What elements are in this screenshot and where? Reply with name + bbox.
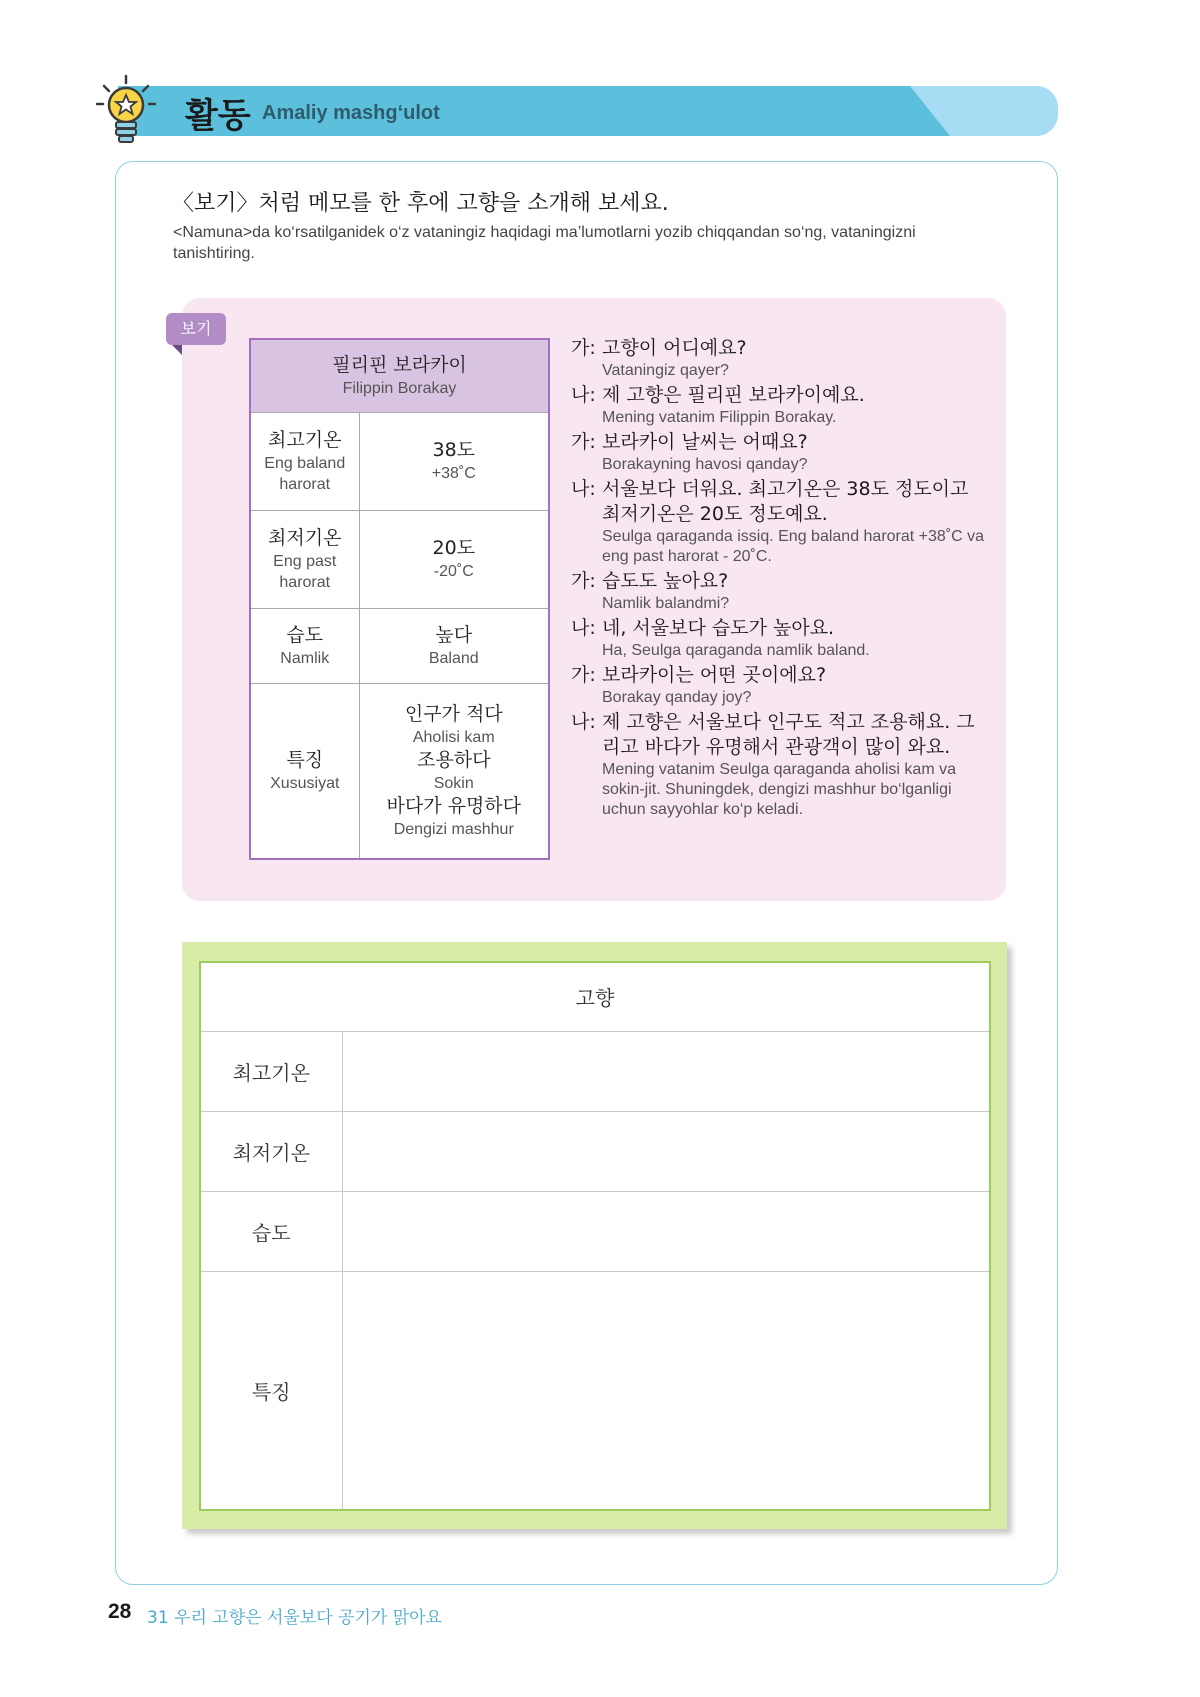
- label-ko: 최고기온: [268, 428, 342, 451]
- memo-table: [199, 961, 991, 1511]
- row-label: [250, 608, 359, 683]
- label-uz: Eng baland harorat: [264, 454, 346, 493]
- label-ko: 최저기온: [268, 526, 342, 549]
- dialogue-line: [571, 430, 991, 475]
- line-uz: Borakay qanday joy?: [602, 689, 752, 706]
- row-value: [359, 608, 549, 683]
- label-uz: Eng past harorat: [273, 552, 337, 591]
- example-row-feature: [250, 683, 549, 859]
- example-row-high-temp: [250, 412, 549, 510]
- speaker: 가:: [571, 337, 596, 359]
- line-uz: Seulga qaraganda issiq. Eng baland harorat +38˚C va eng past harorat - 20˚C.: [602, 528, 985, 565]
- speaker: 나:: [571, 711, 596, 733]
- feature-uz: Dengizi mashhur: [393, 820, 514, 838]
- memo-field-low-temp[interactable]: [342, 1111, 990, 1191]
- chapter-title: 31 우리 고향은 서울보다 공기가 맑아요: [147, 1608, 442, 1628]
- instruction-korean: 〈보기〉처럼 메모를 한 후에 고향을 소개해 보세요.: [172, 191, 669, 216]
- line-uz: Ha, Seulga qaraganda namlik baland.: [602, 642, 870, 659]
- dialogue-line: [571, 477, 991, 567]
- lightbulb-star-icon: [96, 74, 156, 146]
- dialogue-line: [571, 710, 991, 820]
- feature-ko: 바다가 유명하다: [386, 794, 522, 817]
- example-row-low-temp: [250, 510, 549, 608]
- value-uz: +38˚C: [431, 465, 476, 482]
- line-uz: Mening vatanim Filippin Borakay.: [602, 409, 837, 426]
- label-ko: 특징: [286, 748, 324, 771]
- value-ko: 38도: [432, 439, 476, 461]
- dialogue-line: [571, 383, 991, 428]
- tag-fold: [172, 345, 182, 355]
- activity-subtitle: Amaliy mashg‘ulot: [262, 102, 440, 124]
- example-table: [249, 338, 550, 860]
- memo-field-high-temp[interactable]: [342, 1031, 990, 1111]
- header-banner: [118, 86, 1058, 136]
- feature-ko: 인구가 적다: [404, 702, 503, 725]
- line-uz: Namlik balandmi?: [602, 595, 730, 612]
- speaker: 가:: [571, 570, 596, 592]
- line-ko: 습도도 높아요?: [602, 570, 729, 592]
- feature-ko: 조용하다: [417, 748, 491, 771]
- speaker: 가:: [571, 664, 596, 686]
- row-label: [250, 683, 359, 859]
- activity-title: 활동: [185, 96, 251, 136]
- dialogue-line: [571, 336, 991, 381]
- value-ko: 높다: [435, 623, 473, 646]
- memo-title: 고향: [200, 962, 990, 1031]
- line-ko: 보라카이 날씨는 어때요?: [602, 431, 808, 453]
- memo-label-high-temp: 최고기온: [200, 1031, 342, 1111]
- row-value: [359, 683, 549, 859]
- example-place-uz: Filippin Borakay: [342, 379, 457, 397]
- memo-field-feature[interactable]: [342, 1271, 990, 1510]
- memo-label-humidity: 습도: [200, 1191, 342, 1271]
- value-ko: 20도: [432, 537, 476, 559]
- speaker: 가:: [571, 431, 596, 453]
- dialogue-line: [571, 663, 991, 708]
- speaker: 나:: [571, 617, 596, 639]
- memo-label-low-temp: 최저기온: [200, 1111, 342, 1191]
- example-dialogue: [571, 336, 991, 822]
- feature-uz: Aholisi kam: [412, 728, 495, 746]
- page-number: 28: [108, 1600, 132, 1623]
- line-ko: 네, 서울보다 습도가 높아요.: [602, 617, 835, 639]
- example-tag: 보기: [166, 313, 226, 345]
- speaker: 나:: [571, 384, 596, 406]
- memo-field-humidity[interactable]: [342, 1191, 990, 1271]
- feature-uz: Sokin: [433, 774, 474, 792]
- label-uz: Namlik: [280, 649, 330, 667]
- memo-label-feature: 특징: [200, 1271, 342, 1510]
- line-uz: Mening vatanim Seulga qaraganda aholisi kam va sokin-jit. Shuningdek, dengizi mashhur bo‘lganligi uchun sayyohlar ko‘p keladi.: [602, 761, 956, 818]
- speaker: 나:: [571, 478, 596, 500]
- line-uz: Vataningiz qayer?: [602, 362, 729, 379]
- label-uz: Xususiyat: [270, 774, 340, 792]
- instruction-uzbek: <Namuna>da ko‘rsatilganidek o‘z vataningiz haqidagi ma’lumotlarni yozib chiqqandan so‘ng, vataningizni tanishtiring.: [173, 224, 916, 262]
- row-value: [359, 412, 549, 510]
- line-uz: Borakayning havosi qanday?: [602, 456, 808, 473]
- value-uz: -20˚C: [433, 563, 474, 580]
- banner-accent: [868, 86, 1058, 136]
- value-uz: Baland: [428, 649, 479, 667]
- line-ko: 서울보다 더워요. 최고기온은 38도 정도이고 최저기온은 20도 정도예요.: [602, 478, 969, 525]
- label-ko: 습도: [286, 623, 324, 646]
- line-ko: 제 고향은 필리핀 보라카이예요.: [602, 384, 865, 406]
- line-ko: 보라카이는 어떤 곳이에요?: [602, 664, 827, 686]
- example-place-ko: 필리핀 보라카이: [332, 353, 467, 376]
- dialogue-line: [571, 616, 991, 661]
- line-ko: 제 고향은 서울보다 인구도 적고 조용해요. 그리고 바다가 유명해서 관광객이 많이 와요.: [602, 711, 975, 758]
- row-label: [250, 412, 359, 510]
- dialogue-line: [571, 569, 991, 614]
- line-ko: 고향이 어디예요?: [602, 337, 747, 359]
- row-value: [359, 510, 549, 608]
- row-label: [250, 510, 359, 608]
- example-row-humidity: [250, 608, 549, 683]
- example-table-header: [250, 339, 549, 412]
